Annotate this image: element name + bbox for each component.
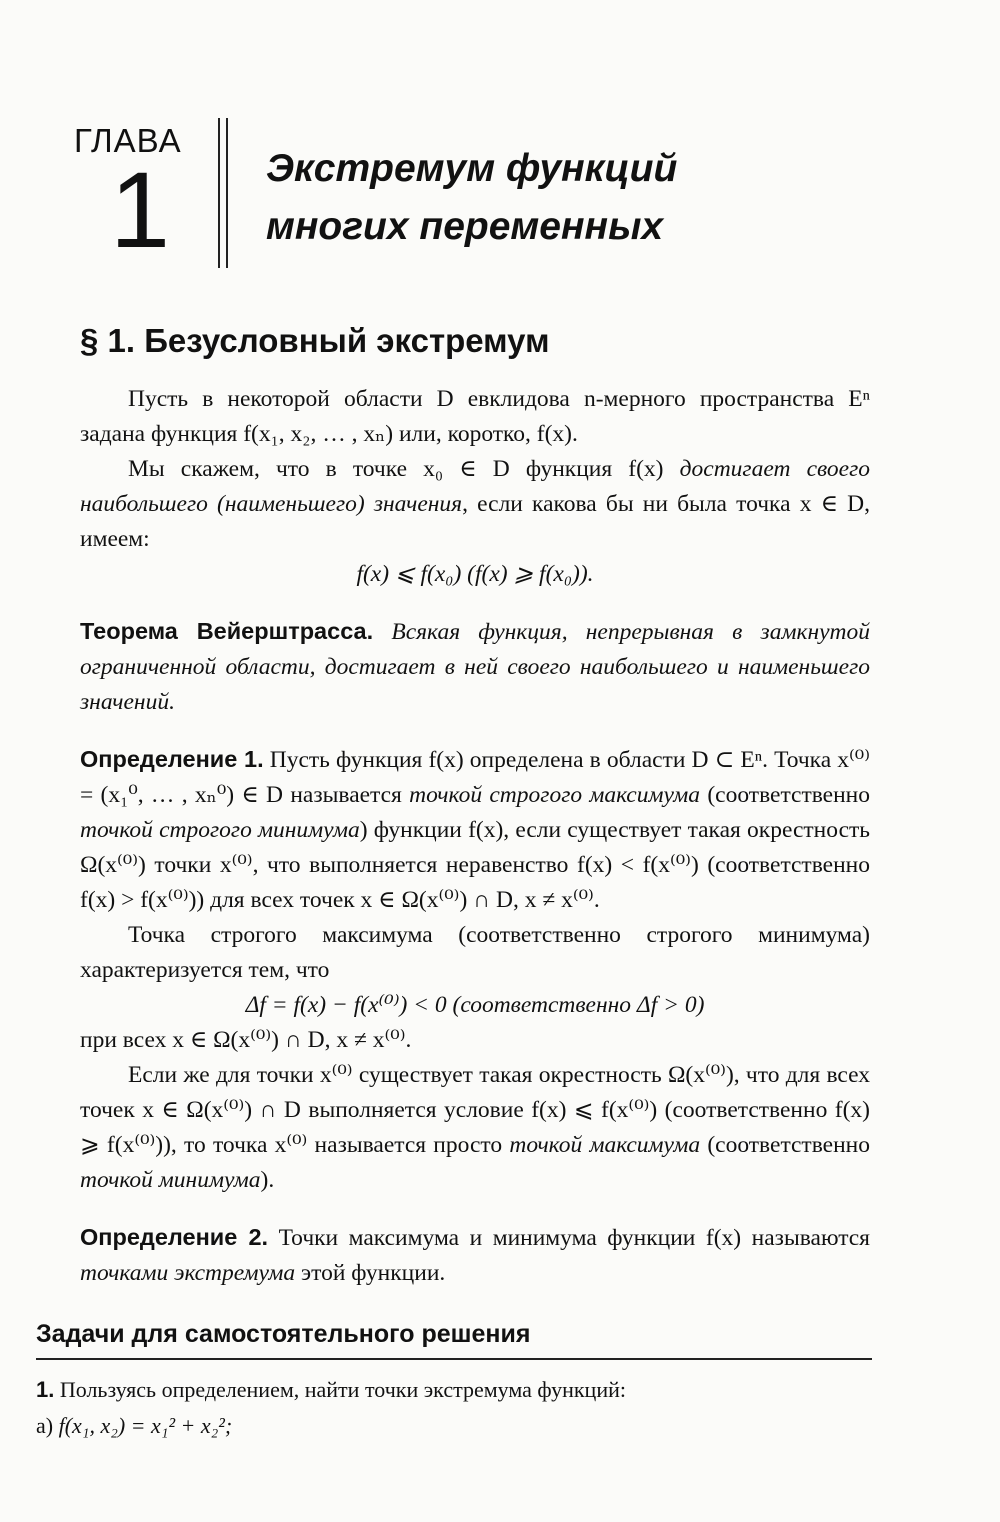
- text: Мы скажем, что в точке x₀ ∈ D функция f(x): [128, 456, 680, 482]
- theorem-weierstrass: [80, 614, 870, 720]
- equation-2: Δf = f(x) − f(x⁽⁰⁾) < 0 (соответственно Δf > 0): [245, 992, 705, 1018]
- chapter-title-line1: Экстремум функций: [266, 147, 678, 190]
- task-number: 1.: [36, 1377, 55, 1402]
- theorem-heading: Теорема Вейерштрасса.: [80, 618, 374, 644]
- paragraph-nonstrict: [80, 1058, 870, 1198]
- paragraph-extremum-def: [80, 452, 870, 557]
- text: ).: [260, 1167, 275, 1193]
- text: (соответственно: [700, 782, 871, 808]
- text: этой функции.: [295, 1260, 446, 1286]
- section-title: § 1. Безусловный экстремум: [80, 322, 550, 359]
- text: (соответственно: [700, 1132, 870, 1158]
- equation-1: f(x) ⩽ f(x₀) (f(x) ⩾ f(x₀)).: [356, 561, 594, 587]
- theorem-body: Всякая функция, непрерывная в замкнутой ограниченной области, достигает в ней своего наибольшего и наименьшего значений.: [80, 619, 871, 715]
- chapter-title: [266, 140, 677, 256]
- definition-2: [80, 1220, 870, 1291]
- emphasis: точками экстремума: [80, 1260, 296, 1286]
- text: ) функции f(x), если существует такая окрестность Ω(x⁽⁰⁾) точки x⁽⁰⁾, что выполняется неравенство f(x) < f(x⁽⁰⁾) (соответственно f(x) > f(x⁽⁰⁾)) для всех точек x ∈ Ω(x⁽⁰⁾) ∩ D, x ≠ x⁽⁰⁾.: [80, 817, 870, 913]
- text: Если же для точки x⁽⁰⁾ существует такая окрестность Ω(x⁽⁰⁾), что для всех точек x ∈ Ω(x⁽⁰⁾) ∩ D выполняется условие f(x) ⩽ f(x⁽⁰⁾) (соответственно f(x) ⩾ f(x⁽⁰⁾)), то точка x⁽⁰⁾ называется просто: [80, 1062, 870, 1158]
- task-1a: [36, 1410, 232, 1442]
- emphasis: точкой минимума: [80, 1167, 261, 1193]
- paragraph-for-all: при всех x ∈ Ω(x⁽⁰⁾) ∩ D, x ≠ x⁽⁰⁾.: [80, 1027, 412, 1053]
- definition-1: [80, 742, 870, 918]
- emphasis: точкой строгого минимума: [80, 817, 360, 843]
- definition-2-heading: Определение 2.: [80, 1224, 269, 1250]
- task-label: а): [36, 1413, 54, 1438]
- emphasis: достигает своего наибольшего (наименьшего) значения: [80, 456, 870, 517]
- task-1: [36, 1374, 626, 1406]
- emphasis: точкой строгого максимума: [409, 782, 701, 808]
- paragraph-strict-max: Точка строгого максимума (соответственно строгого минимума) характеризуется тем, что: [80, 922, 870, 983]
- body-text: [80, 382, 870, 1291]
- text: Пусть функция f(x) определена в области D ⊂ Eⁿ. Точка x⁽⁰⁾ = (x₁⁰, … , xₙ⁰) ∈ D называется: [80, 747, 870, 808]
- chapter-divider-right: [226, 118, 228, 268]
- tasks-title: Задачи для самостоятельного решения: [36, 1320, 531, 1348]
- text: , если какова бы ни была точка x ∈ D, имеем:: [80, 491, 870, 552]
- paragraph-intro: Пусть в некоторой области D евклидова n-мерного пространства Eⁿ задана функция f(x₁, x₂, … , xₙ) или, коротко, f(x).: [80, 386, 870, 447]
- tasks-divider: [36, 1358, 872, 1360]
- chapter-title-line2: многих переменных: [266, 205, 664, 248]
- chapter-number: 1: [110, 149, 171, 270]
- chapter-divider-left: [218, 118, 220, 268]
- definition-1-heading: Определение 1.: [80, 746, 264, 772]
- text: Точки максимума и минимума функции f(x) называются: [268, 1225, 870, 1251]
- emphasis: точкой максимума: [509, 1132, 701, 1158]
- chapter-label: ГЛАВА: [74, 122, 182, 159]
- task-formula: f(x₁, x₂) = x₁² + x₂²;: [53, 1413, 233, 1438]
- task-text: Пользуясь определением, найти точки экстремума функций:: [54, 1377, 626, 1402]
